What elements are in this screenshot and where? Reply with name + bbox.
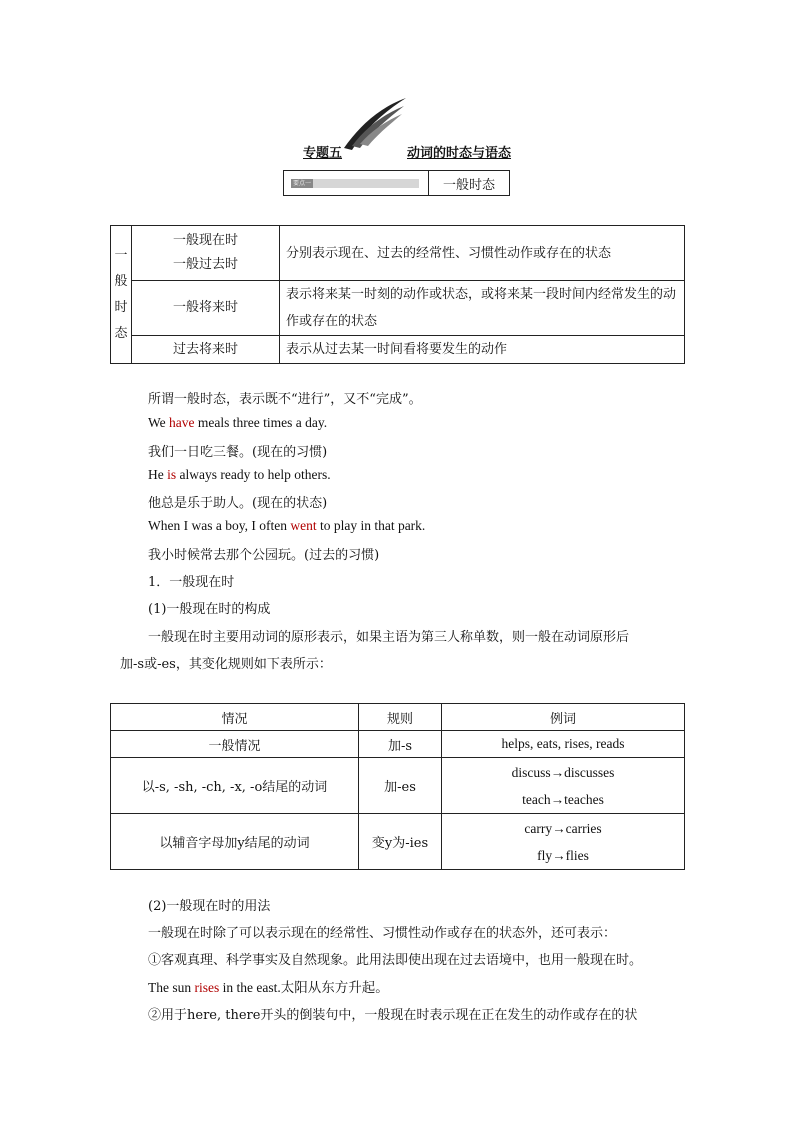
- tense-name: 一般过去时: [172, 257, 238, 272]
- rule-cell: 加-s: [359, 731, 442, 758]
- paragraph-line: 加-s或-es，其变化规则如下表所示：: [120, 657, 332, 672]
- rule-cell: 加-es: [359, 758, 442, 814]
- table-row: [111, 281, 685, 336]
- tense-name-cell: [132, 226, 280, 281]
- table-row: [111, 814, 685, 870]
- section-heading: 1．一般现在时: [148, 575, 235, 590]
- tense-desc: 表示从过去某一时间看将要发生的动作: [280, 336, 685, 364]
- category-char: 一: [114, 247, 128, 263]
- category-char: 态: [114, 325, 128, 341]
- example-translation: 他总是乐于助人。(现在的状态): [148, 496, 328, 511]
- example-sentence: The sun rises in the east.太阳从东方升起。: [148, 980, 389, 995]
- column-header: 规则: [359, 704, 442, 731]
- table-row: [111, 731, 685, 758]
- tense-name: 一般将来时: [132, 281, 280, 336]
- tense-desc: 表示将来某一时刻的动作或状态，或将来某一段时间内经常发生的动作或存在的状态: [280, 281, 685, 336]
- example-translation: 我小时候常去那个公园玩。(过去的习惯): [148, 548, 380, 563]
- section-tag: [283, 170, 510, 196]
- example-word: carry→carries: [524, 820, 602, 836]
- example-word: fly→flies: [537, 847, 589, 863]
- category-char: 时: [114, 299, 128, 315]
- example-word: discuss→discusses: [511, 764, 615, 780]
- column-header: 例词: [442, 704, 685, 731]
- subsection-heading: (2)一般现在时的用法: [148, 899, 271, 914]
- highlight-verb: have: [169, 415, 195, 430]
- tag-bar: [291, 179, 419, 188]
- table-row: [111, 758, 685, 814]
- example-word: teach→teaches: [522, 791, 604, 807]
- subsection-heading: (1)一般现在时的构成: [148, 602, 271, 617]
- tense-name: 过去将来时: [132, 336, 280, 364]
- highlight-verb: rises: [194, 980, 220, 995]
- topic-title: 动词的时态与语态: [407, 146, 512, 161]
- tense-overview-table: [110, 225, 685, 364]
- tag-divider: [428, 171, 429, 195]
- paragraph-line: 一般现在时除了可以表示现在的经常性、习惯性动作或存在的状态外，还可表示：: [148, 926, 617, 941]
- example-sentence: We have meals three times a day.: [148, 415, 328, 430]
- tag-label: 一般时态: [443, 178, 496, 193]
- category-char: 般: [114, 273, 128, 289]
- tense-desc: 分别表示现在、过去的经常性、习惯性动作或存在的状态: [280, 226, 685, 281]
- category-cell: [111, 226, 132, 364]
- case-cell: 一般情况: [111, 731, 359, 758]
- rule-cell: 变y为-ies: [359, 814, 442, 870]
- table-header-row: [111, 704, 685, 731]
- tag-badge: 要点一: [292, 180, 311, 187]
- example-translation: 我们一日吃三餐。(现在的习惯): [148, 445, 328, 460]
- usage-point: ②用于here, there开头的倒装句中，一般现在时表示现在正在发生的动作或存在的状: [148, 1008, 638, 1023]
- table-row: [111, 336, 685, 364]
- paragraph-line: 一般现在时主要用动词的原形表示，如果主语为第三人称单数，则一般在动词原形后: [148, 630, 630, 645]
- conjugation-table: [110, 703, 685, 870]
- example-cell: [442, 758, 685, 814]
- case-cell: 以辅音字母加y结尾的动词: [111, 814, 359, 870]
- intro-text: 所谓一般时态，表示既不“进行”，又不“完成”。: [148, 392, 422, 407]
- highlight-verb: is: [167, 467, 177, 482]
- example-sentence: When I was a boy, I often went to play in that park.: [148, 518, 426, 533]
- example-sentence: He is always ready to help others.: [148, 467, 331, 482]
- highlight-verb: went: [290, 518, 317, 533]
- tense-name: 一般现在时: [172, 233, 238, 248]
- usage-point: ①客观真理、科学事实及自然现象。此用法即使出现在过去语境中，也用一般现在时。: [148, 953, 643, 968]
- example-cell: [442, 814, 685, 870]
- column-header: 情况: [111, 704, 359, 731]
- table-row: [111, 226, 685, 281]
- example-cell: helps, eats, rises, reads: [442, 731, 685, 758]
- swoosh-logo-icon: [340, 94, 410, 152]
- case-cell: 以-s, -sh, -ch, -x, -o结尾的动词: [111, 758, 359, 814]
- topic-number: 专题五: [303, 146, 343, 161]
